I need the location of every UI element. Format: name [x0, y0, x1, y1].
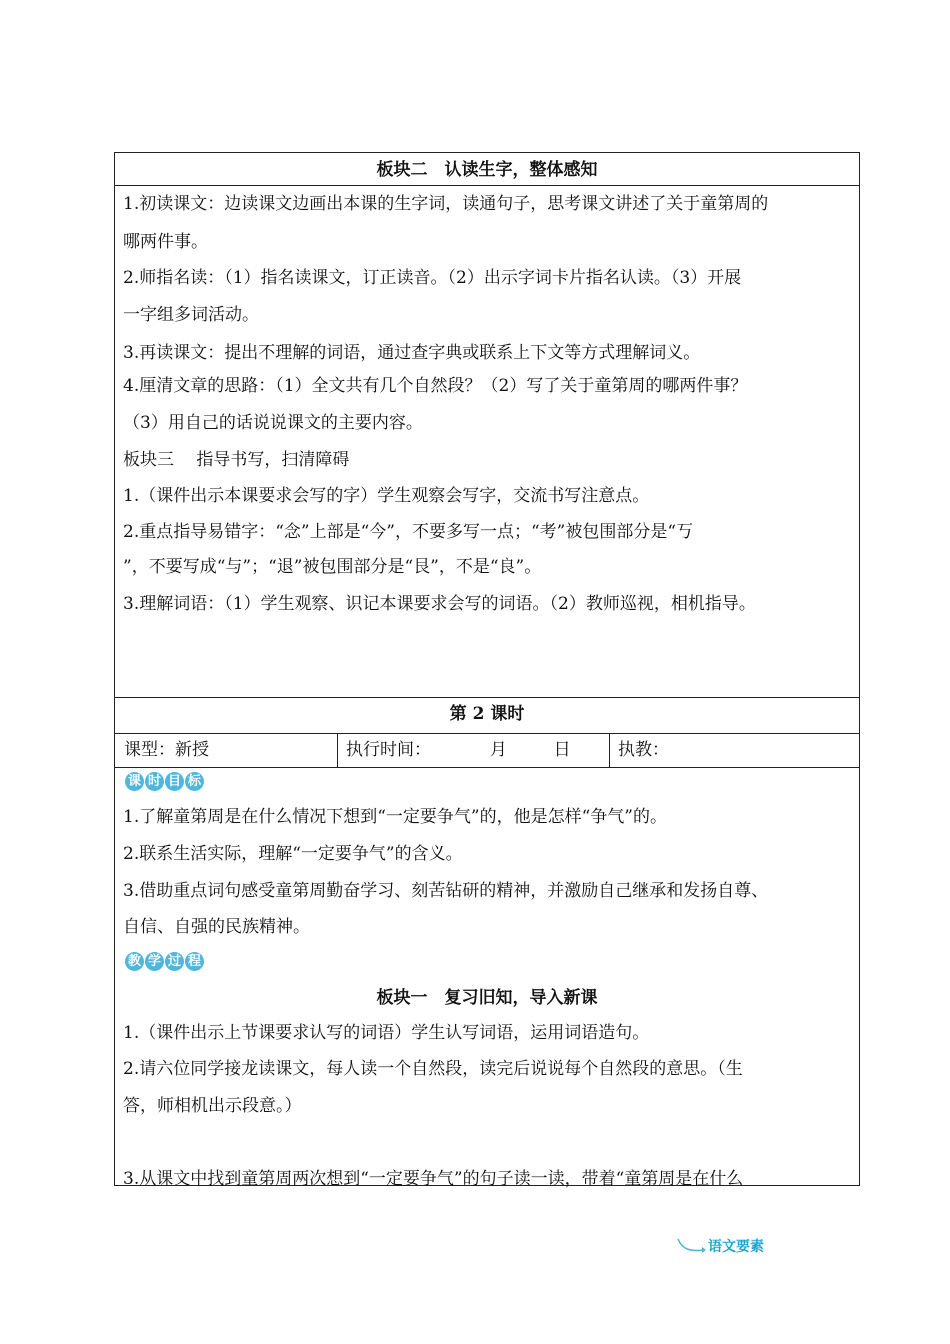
footer-mark — [676, 1236, 764, 1256]
divider — [115, 185, 859, 186]
block3-line-1: 1.（课件出示本课要求会写的字）学生观察会写字，交流书写注意点。 — [123, 486, 650, 506]
divider — [115, 697, 859, 698]
lesson-info-row — [115, 733, 859, 767]
goals-badge-icon: 课 时 目 标 — [121, 770, 208, 792]
block1-title: 板块一 复习旧知，导入新课 — [376, 988, 598, 1008]
teacher: 执教： — [618, 740, 669, 760]
month-label: 月 — [489, 740, 507, 760]
block2-line-2: 哪两件事。 — [123, 232, 208, 252]
lesson-plan-table — [114, 152, 860, 1189]
goal-line-4: 自信、自强的民族精神。 — [123, 917, 310, 937]
process-line-2: 2.请六位同学接龙读课文，每人读一个自然段，读完后说说每个自然段的意思。（生 — [123, 1059, 743, 1079]
block2-line-3: 2.师指名读：（1）指名读课文，订正读音。（2）出示字词卡片指名认读。（3）开展 — [123, 268, 742, 288]
block3-line-3: ”，不要写成“与”；“退”被包围部分是“艮”，不是“良”。 — [123, 557, 542, 577]
lesson-type: 课型：新授 — [124, 740, 209, 760]
block2-line-4: 一字组多词活动。 — [123, 305, 259, 325]
block3-line-4: 3.理解词语：（1）学生观察、识记本课要求会写的词语。（2）教师巡视，相机指导。 — [123, 594, 756, 614]
execution-time — [337, 733, 609, 767]
block2-line-6: 4.厘清文章的思路：（1）全文共有几个自然段？（2）写了关于童第周的哪两件事？ — [123, 376, 748, 396]
execution-time-label: 执行时间： — [346, 740, 431, 760]
block3-line-2: 2.重点指导易错字：“念”上部是“今”，不要多写一点；“考”被包围部分是“丂 — [123, 522, 694, 542]
process-line-1: 1.（课件出示上节课要求认写的词语）学生认写词语，运用词语造句。 — [123, 1023, 650, 1043]
goal-line-3: 3.借助重点词句感受童第周勤奋学习、刻苦钻研的精神，并激励自己继承和发扬自尊、 — [123, 881, 769, 901]
divider — [115, 767, 859, 768]
day-label: 日 — [553, 740, 571, 760]
goal-line-2: 2.联系生活实际，理解“一定要争气”的含义。 — [123, 844, 463, 864]
goal-line-1: 1.了解童第周是在什么情况下想到“一定要争气”的，他是怎样“争气”的。 — [123, 807, 667, 827]
block2-line-1: 1.初读课文：边读课文边画出本课的生字词，读通句子，思考课文讲述了关于童第周的 — [123, 194, 769, 214]
block3-heading: 板块三 指导书写，扫清障碍 — [123, 450, 350, 470]
process-badge-icon: 教 学 过 程 — [121, 950, 208, 972]
footer-label: 语文要素 — [708, 1239, 764, 1255]
block2-title: 板块二 认读生字，整体感知 — [376, 160, 598, 180]
process-line-4: 3.从课文中找到童第周两次想到“一定要争气”的句子读一读，带着“童第周是在什么 — [123, 1169, 744, 1189]
process-line-3: 答，师相机出示段意。） — [123, 1096, 302, 1116]
swoosh-icon — [676, 1237, 706, 1255]
lesson2-title: 第 2 课时 — [449, 704, 525, 724]
block2-line-7: （3）用自己的话说说课文的主要内容。 — [123, 413, 423, 433]
block2-line-5: 3.再读课文：提出不理解的词语，通过查字典或联系上下文等方式理解词义。 — [123, 343, 701, 363]
